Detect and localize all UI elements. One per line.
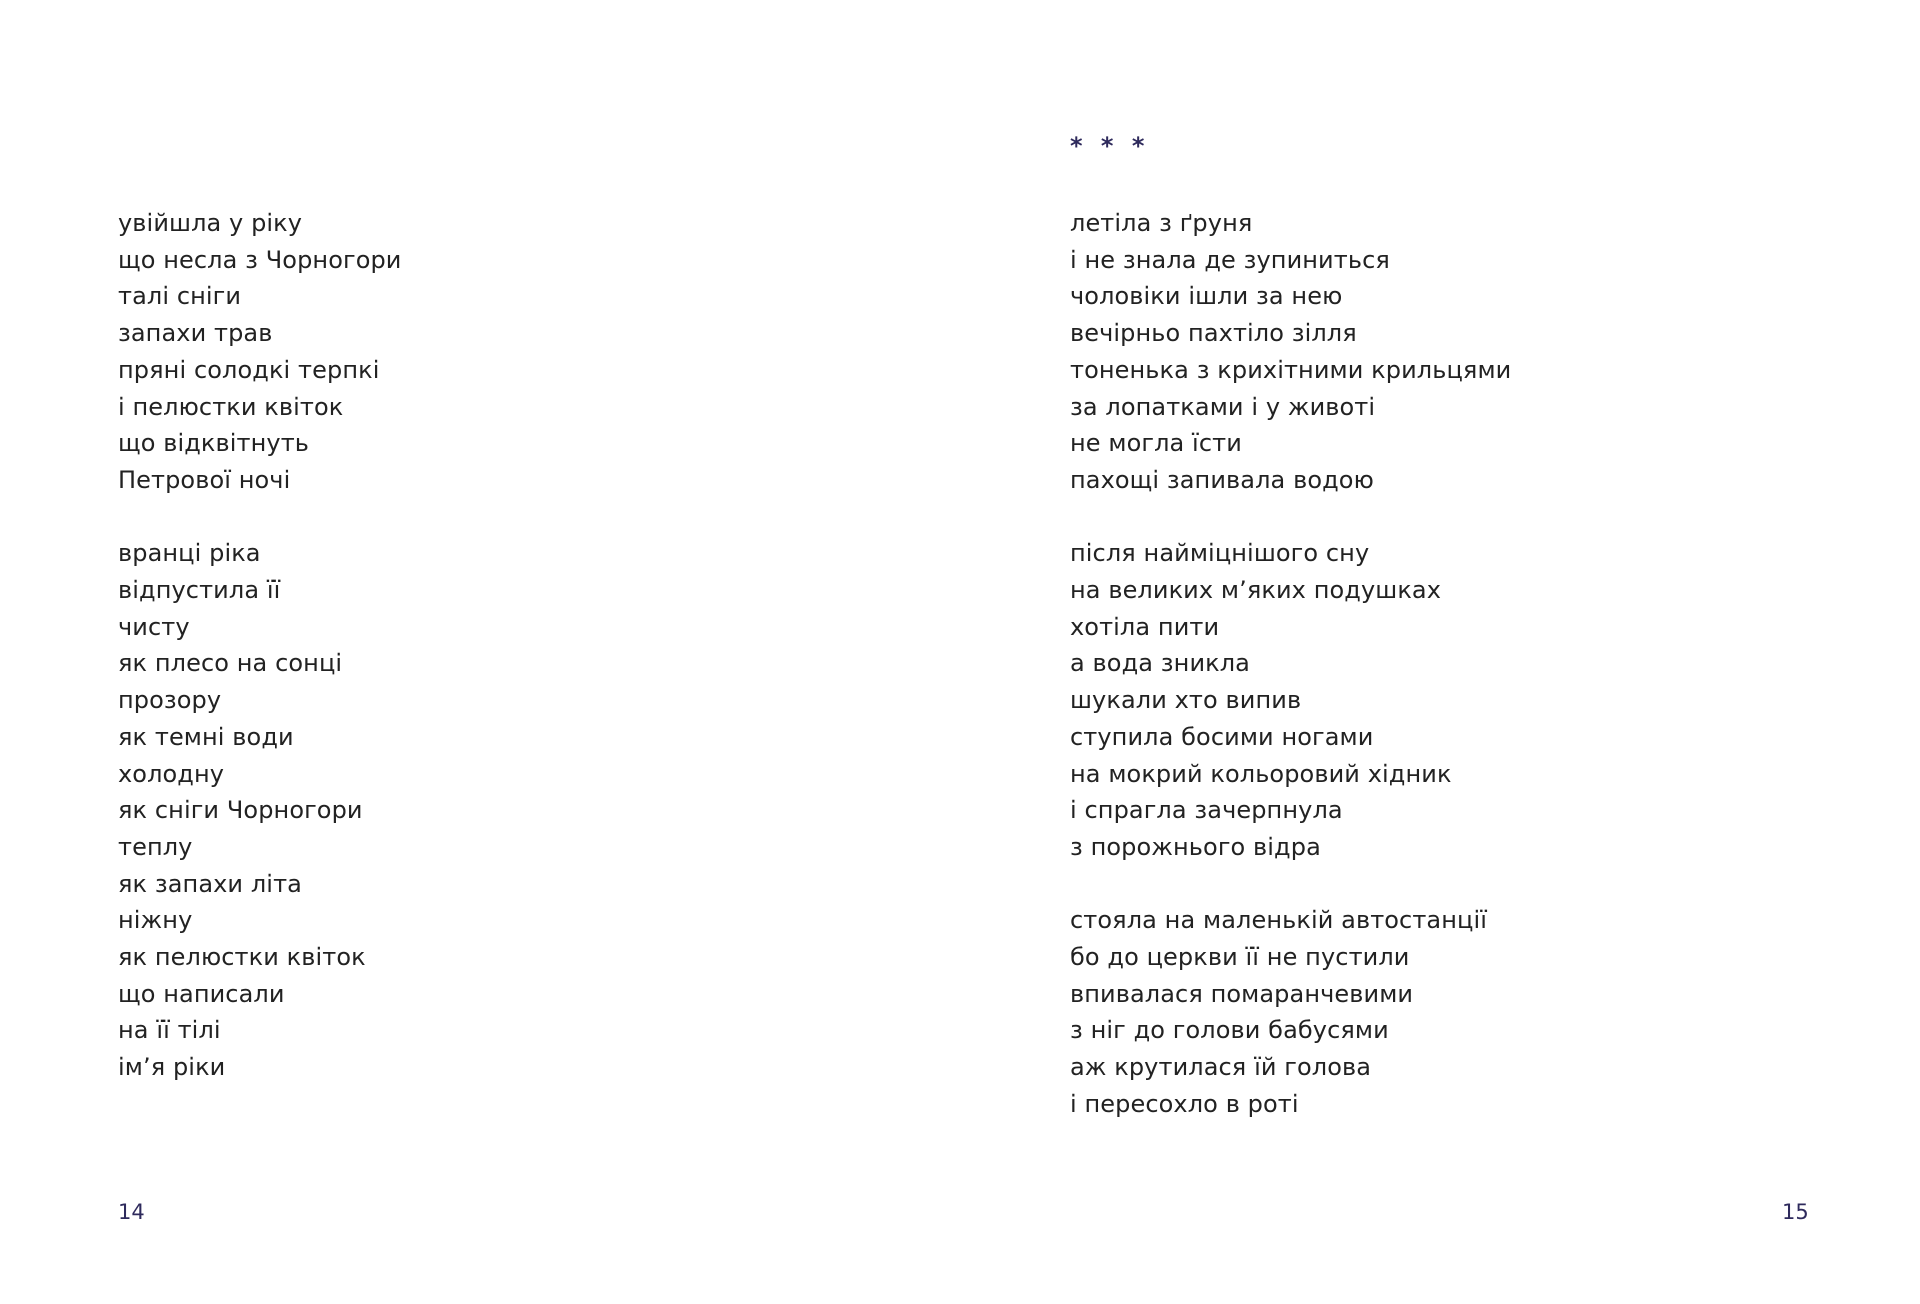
poem-line: а вода зникла [1070, 649, 1250, 678]
poem-line: чоловіки ішли за нею [1070, 282, 1343, 311]
poem-line: що несла з Чорногори [118, 245, 402, 274]
poem-line: талі сніги [118, 282, 242, 311]
poem-line: бо до церкви її не пустили [1070, 943, 1410, 972]
poem-line: ступила босими ногами [1070, 722, 1374, 751]
poem-line: ім’я ріки [118, 1053, 226, 1082]
page-number-left: 14 [118, 1200, 145, 1224]
poem-line: як пелюстки квіток [118, 943, 366, 972]
poem-line: з ніг до голови бабусями [1070, 1016, 1389, 1045]
poem-line: вечірньо пахтіло зілля [1070, 319, 1357, 348]
poem-line: на великих м’яких подушках [1070, 576, 1442, 605]
stanza [118, 205, 402, 499]
poem-line: холодну [118, 759, 225, 788]
poem-line: летіла з ґруня [1070, 209, 1253, 237]
poem-line: як плесо на сонці [118, 649, 343, 678]
poem-line: на мокрий кольоровий хідник [1070, 759, 1452, 788]
poem-line: не могла їсти [1070, 429, 1242, 458]
poem-line: запахи трав [118, 319, 273, 348]
poem-line: увійшла у ріку [118, 209, 303, 237]
stanza [1070, 902, 1511, 1122]
poem-line: шукали хто випив [1070, 686, 1302, 715]
poem-line: як темні води [118, 722, 294, 751]
poem-line: вранці ріка [118, 539, 261, 568]
poem-line: і не знала де зупиниться [1070, 245, 1390, 274]
poem-line: тоненька з крихітними крильцями [1070, 355, 1512, 384]
poem-line: і спрагла зачерпнула [1070, 796, 1343, 825]
poem-line: і пересохло в роті [1070, 1089, 1299, 1118]
poem-line: після найміцнішого сну [1070, 539, 1370, 568]
poem-line: теплу [118, 832, 193, 861]
poem-line: як сніги Чорногори [118, 796, 363, 825]
poem-line: хотіла пити [1070, 612, 1220, 641]
poem-line: і пелюстки квіток [118, 392, 344, 421]
poem-line: пряні солодкі терпкі [118, 355, 380, 384]
poem-line: з порожнього відра [1070, 832, 1321, 861]
poem-line: прозору [118, 686, 222, 715]
section-separator: * * * [1070, 132, 1150, 160]
poem-line: відпустила її [118, 576, 281, 605]
poem-line: на її тілі [118, 1016, 221, 1045]
poem-line: чисту [118, 612, 190, 641]
poem-line: за лопатками і у животі [1070, 392, 1376, 421]
poem-line: що відквітнуть [118, 429, 310, 458]
poem-line: впивалася помаранчевими [1070, 979, 1414, 1008]
poem-line: аж крутилася їй голова [1070, 1053, 1372, 1082]
poem-line: пахощі запивала водою [1070, 465, 1374, 494]
page-number-right: 15 [1782, 1200, 1809, 1224]
poem-line: стояла на маленькій автостанції [1070, 906, 1488, 935]
poem-line: Петрової ночі [118, 465, 291, 494]
stanza [1070, 205, 1511, 499]
poem-right [1070, 205, 1511, 1159]
poem-left [118, 205, 402, 1123]
stanza [118, 535, 402, 1086]
poem-line: ніжну [118, 906, 193, 935]
poem-line: що написали [118, 979, 285, 1008]
stanza [1070, 535, 1511, 865]
poem-line: як запахи літа [118, 869, 302, 898]
